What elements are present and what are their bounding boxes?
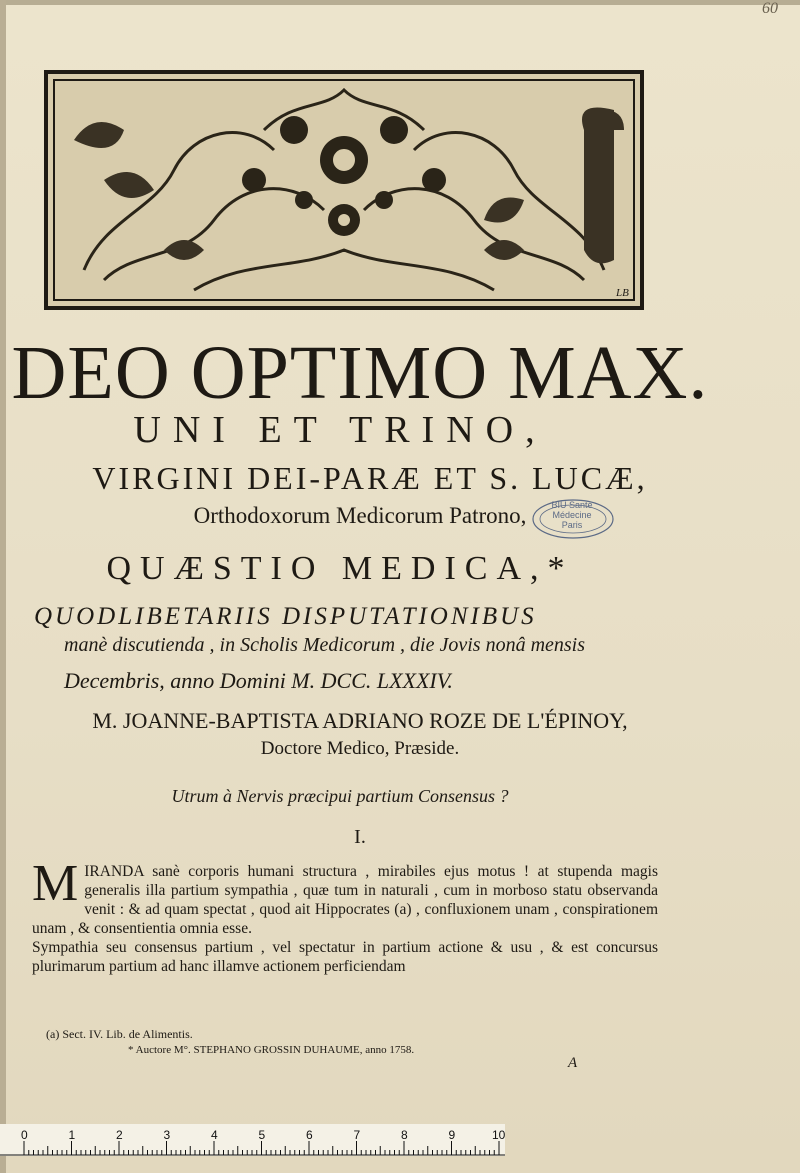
footnote-a: (a) Sect. IV. Lib. de Alimentis.	[46, 1027, 193, 1041]
ruler-label: 7	[353, 1128, 361, 1142]
paragraph-2: Sympathia seu consensus partium , vel spectatur in partium actione & usu , & est concursus plurimarum partium ad hanc illamve actionem perficiendam	[32, 939, 658, 975]
ruler-label: 2	[116, 1128, 123, 1142]
section-number: I.	[354, 826, 366, 848]
dedication-line-4: Orthodoxorum Medicorum Patrono,	[193, 503, 527, 528]
ornament-signature-mark: LB	[616, 287, 629, 299]
ruler-label: 8	[401, 1128, 408, 1142]
praeses-name: M. JOANNE-BAPTISTA ADRIANO ROZE DE L'ÉPINOY,	[92, 708, 628, 733]
body-text	[32, 855, 658, 976]
ruler-label: 10	[492, 1128, 506, 1142]
disputation-line: QUODLIBETARIIS DISPUTATIONIBUS	[34, 603, 537, 630]
quaestio-heading: QUÆSTIO MEDICA,*	[106, 550, 574, 587]
footnote-author: * Auctore M°. STEPHANO GROSSIN DUHAUME, anno 1758.	[128, 1044, 415, 1056]
ruler-label: 5	[258, 1128, 266, 1142]
date-line-2: Decembris, anno Domini M. DCC. LXXXIV.	[64, 668, 453, 693]
stamp-line-1: BIU Santé	[551, 500, 593, 510]
page-number: 60	[762, 0, 778, 17]
scale-ruler	[0, 1124, 505, 1156]
date-line-1: manè discutienda , in Scholis Medicorum , die Jovis nonâ mensis	[64, 634, 586, 656]
ruler-label: 9	[448, 1128, 456, 1142]
library-stamp-text	[541, 500, 603, 530]
engraved-ornament-headpiece	[44, 70, 644, 310]
signature-mark: A	[568, 1055, 578, 1071]
ruler-label: 3	[163, 1128, 171, 1142]
drop-cap: M	[32, 855, 79, 912]
ruler-label: 0	[21, 1128, 28, 1142]
ruler-label: 1	[68, 1128, 76, 1142]
page-top-edge	[0, 0, 800, 5]
stamp-line-2: Médecine	[552, 510, 592, 520]
ruler-label: 6	[306, 1128, 313, 1142]
dedication-line-3: VIRGINI DEI-PARÆ ET S. LUCÆ,	[92, 460, 648, 496]
dedication-line-2: UNI ET TRINO,	[133, 409, 547, 451]
ruler-label: 4	[211, 1128, 218, 1142]
dedication-line-1: DEO OPTIMO MAX.	[11, 331, 709, 415]
thesis-question: Utrum à Nervis præcipui partium Consensus ?	[171, 786, 509, 806]
paragraph-1: IRANDA sanè corporis humani structura , mirabiles ejus motus ! at stupenda magis generalis illa partium sympathia , quæ tum in naturali , cum in morboso statu observanda venit : & ad quam spectat , quod ait Hippocrates (a) , confluxionem unam , conspirationem unam , & consentientia omnia esse.	[32, 863, 658, 937]
praeses-title: Doctore Medico, Præside.	[260, 738, 460, 759]
stamp-line-3: Paris	[561, 520, 583, 530]
